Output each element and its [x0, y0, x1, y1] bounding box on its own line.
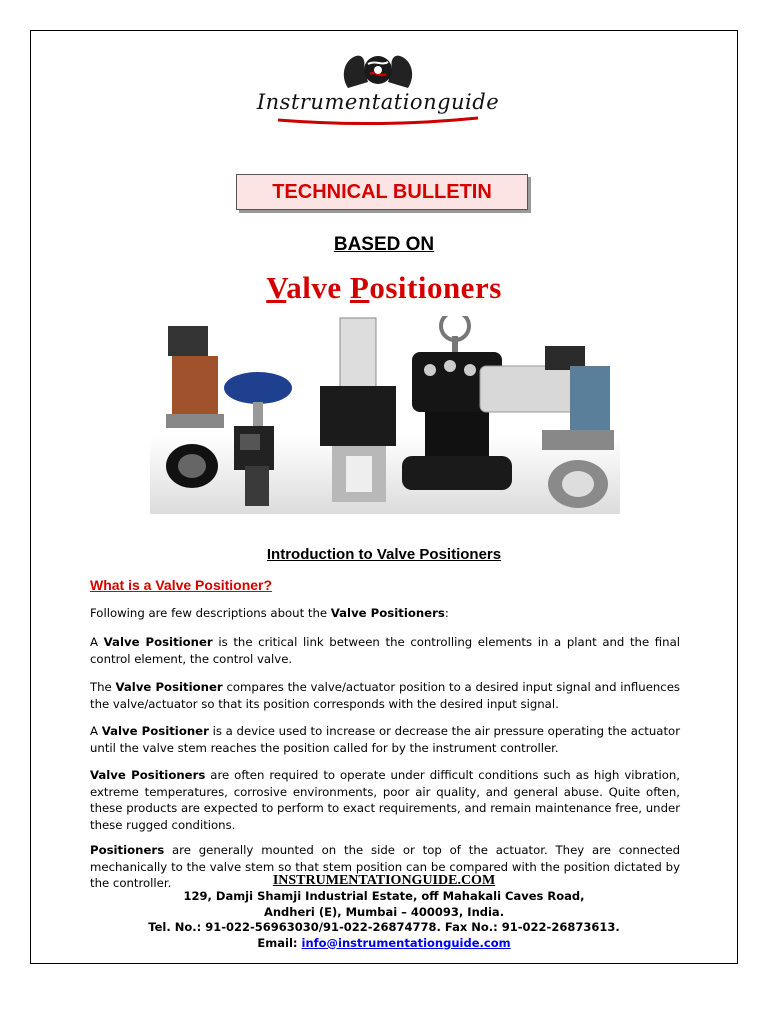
paragraph-4-bold: Valve Positioner	[101, 724, 209, 738]
footer-email-line	[0, 936, 768, 952]
footer-email-label: Email:	[257, 935, 302, 950]
paragraph-3-bold: Valve Positioner	[115, 680, 223, 694]
footer-address-2: Andheri (E), Mumbai – 400093, India.	[263, 904, 505, 919]
footer-phone: Tel. No.: 91-022-56963030/91-022-26874778. Fax No.: 91-022-26873613.	[148, 920, 620, 934]
paragraph-5-text: are often required to operate under difficult conditions such as high vibration, extreme temperatures, corrosive environments, poor air quality, and general abuse. Quite often, these products are expected to perform to exact requirements, and remain maintenance free, under these rugged conditions.	[90, 768, 681, 832]
paragraph-2-bold: Valve Positioner	[103, 635, 213, 649]
valve-positioners-photo	[150, 316, 620, 514]
title-initial-p: P	[349, 270, 370, 305]
logo	[228, 48, 528, 128]
technical-bulletin-label: TECHNICAL BULLETIN	[272, 180, 492, 203]
paragraph-2	[90, 634, 680, 667]
footer	[0, 872, 768, 951]
paragraph-3-start: The	[90, 680, 116, 694]
paragraph-6-text: are generally mounted on the side or top of the actuator. They are connected mechanically to the valve stem so that stem position can be compared with the position dictated by the controller.	[90, 843, 680, 890]
technical-bulletin-banner	[236, 174, 528, 210]
based-on-heading: BASED ON	[333, 234, 435, 255]
paragraph-3-text: compares the valve/actuator position to a desired input signal and influences the valve/actuator so that its position corresponds with the desired input signal.	[90, 680, 681, 711]
title-part-2: ositioners	[369, 270, 502, 305]
logo-swoosh-icon	[228, 114, 528, 128]
document-title	[0, 270, 768, 306]
footer-site-name: INSTRUMENTATIONGUIDE.COM	[272, 873, 496, 888]
paragraph-1-end: :	[444, 606, 449, 620]
section-subheading: What is a Valve Positioner?	[90, 577, 273, 593]
footer-email-link[interactable]: info@instrumentationguide.com	[301, 935, 511, 950]
paragraph-6-bold: Positioners	[90, 843, 165, 857]
paragraph-5	[90, 767, 680, 833]
paragraph-5-bold: Valve Positioners	[90, 768, 206, 782]
paragraph-3	[90, 679, 680, 712]
paragraph-4-text: is a device used to increase or decrease the air pressure operating the actuator until the valve stem reaches the position called for by the instrument controller.	[90, 724, 680, 755]
paragraph-2-start: A	[90, 635, 104, 649]
paragraph-1-bold: Valve Positioners	[330, 606, 445, 620]
paragraph-4	[90, 723, 680, 756]
paragraph-1-text: Following are few descriptions about the	[90, 606, 331, 620]
footer-address-1: 129, Damji Shamji Industrial Estate, off Mahakali Caves Road,	[183, 889, 585, 903]
logo-wordmark: Instrumentationguide	[256, 90, 500, 114]
paragraph-1	[90, 605, 680, 622]
title-part-1: alve	[286, 270, 350, 305]
hands-globe-logo-icon	[228, 48, 528, 94]
title-initial-v: V	[266, 270, 287, 305]
section-heading: Introduction to Valve Positioners	[266, 546, 502, 563]
paragraph-2-text: is the critical link between the controlling elements in a plant and the final control element, the control valve.	[90, 635, 680, 666]
paragraph-4-start: A	[90, 724, 102, 738]
